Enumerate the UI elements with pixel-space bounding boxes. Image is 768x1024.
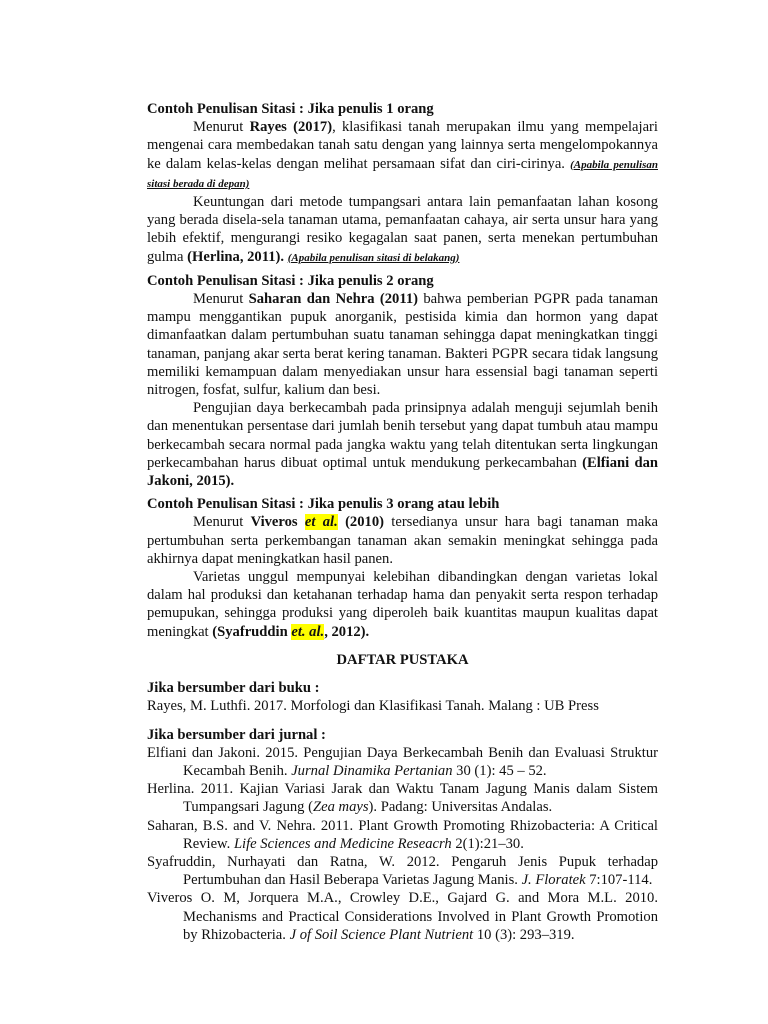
citation-year: , 2012). [324, 623, 370, 640]
reference-journal-3 [147, 817, 658, 853]
text: Syafruddin, Nurhayati dan Ratna, W. 2012. Pengaruh Jenis Pupuk terhadap Pertumbuhan dan Hasil Beberapa Varietas Jagung Manis. [147, 853, 658, 889]
reference-journal-5 [147, 889, 658, 944]
citation [212, 624, 369, 640]
journal-source-heading: Jika bersumber dari jurnal : [147, 726, 326, 743]
citation [251, 514, 384, 530]
text: 7:107-114. [585, 872, 653, 889]
paragraph-2-2 [147, 399, 658, 490]
paragraph-2-1 [147, 290, 658, 399]
citation-year: (2010) [337, 514, 384, 531]
citation: Rayes (2017) [249, 119, 333, 136]
journal-name: J of Soil Science Plant Nutrient [289, 926, 474, 943]
section-heading-3: Contoh Penulisan Sitasi : Jika penulis 3 orang atau lebih [147, 496, 500, 513]
text: Saharan, B.S. and V. Nehra. 2011. Plant Growth Promoting Rhizobacteria: A Critical Review. [147, 817, 658, 852]
text: Herlina. 2011. Kajian Variasi Jarak dan Waktu Tanam Jagung Manis dalam Sistem Tumpangsari Jagung ( [147, 781, 658, 816]
text: Viveros O. M, Jorquera M.A., Crowley D.E., Gajard G. and Mora M.L. 2010. Mechanisms and Practical Considerations Involved in Plant Growth Promotion by Rhizobacteria. [147, 890, 658, 943]
journal-name: Jurnal Dinamika Pertanian [291, 762, 453, 779]
journal-name: J. Floratek [521, 872, 586, 889]
text: Menurut [193, 514, 251, 531]
text: Pengujian daya berkecambah pada prinsipnya adalah menguji sejumlah benih dan menentukan persentase dari jumlah benih tersebut yang dapat tumbuh atau mampu berkecambah secara normal pada jangka waktu yang telah ditentukan serta lingkungan perkecambahan harus dibuat optimal untuk mendukung perkecambahan [147, 400, 658, 471]
text: Varietas unggul mempunyai kelebihan dibandingkan dengan varietas lokal dalam hal produksi dan ketahanan terhadap hama dan penyakit serta respon terhadap pemupukan, sehingga produksi yang diperoleh baik kuantitas maupun kualitas dapat meningkat [147, 569, 658, 640]
citation-note: (Apabila penulisan sitasi di belakang) [287, 251, 460, 264]
text: 2(1):21–30. [451, 835, 524, 852]
citation: (Elfiani dan Jakoni, 2015). [147, 454, 658, 490]
citation-name: Viveros [250, 514, 298, 531]
text: 30 (1): 45 – 52. [452, 762, 547, 779]
section-heading-1: Contoh Penulisan Sitasi : Jika penulis 1 orang [147, 101, 434, 117]
reference-book: Rayes, M. Luthfi. 2017. Morfologi dan Klasifikasi Tanah. Malang : UB Press [147, 698, 599, 715]
text: Keuntungan dari metode tumpangsari antara lain pemanfaatan lahan kosong yang berada disela-sela tanaman utama, pemanfaatan cahaya, air serta unsur hara yang lebih efektif, mengurangi resiko kegagalan saat panen, serta menekan pertumbuhan gulma [147, 194, 658, 265]
journal-name: Life Sciences and Medicine Reseacrh [233, 835, 452, 852]
species-name: Zea mays [313, 799, 369, 816]
citation-name: (Syafruddin [212, 623, 292, 640]
text: , klasifikasi tanah merupakan ilmu yang mempelajari mengenai cara membedakan tanah satu dengan yang lainnya serta mengelompokannya ke dalam kelas-kelas dengan melihat persamaan sifat dan ciri-cirinya. [147, 119, 658, 172]
text: tersedianya unsur hara bagi tanaman maka pertumbuhan serta perkembangan tanaman akan semakin meningkat sehingga pada akhirnya dapat meningkatkan hasil panen. [147, 514, 658, 567]
paragraph-3-2 [147, 568, 658, 641]
paragraph-3-1 [147, 513, 658, 568]
text: Elfiani dan Jakoni. 2015. Pengujian Daya Berkecambah Benih dan Evaluasi Struktur Kecambah Benih. [147, 744, 658, 779]
text: Menurut [193, 291, 249, 308]
reference-journal-4 [147, 853, 658, 889]
text: Menurut [193, 119, 250, 136]
reference-journal-1 [147, 744, 658, 780]
bibliography-title: DAFTAR PUSTAKA [336, 651, 469, 668]
paragraph-1-2 [147, 193, 658, 267]
text: bahwa pemberian PGPR pada tanaman mampu menggantikan pupuk anorganik, pestisida kimia dan hormon yang dapat dimanfaatkan dalam pertumbuhan suatu tanaman sehingga dapat meningkatkan tinggi tanaman, panjang akar serta berat kering tanaman. Bakteri PGPR secara tidak langsung memiliki kemampuan dalam menyediakan unsur hara essensial bagi tanaman seperti nitrogen, fosfat, sulfur, kalium dan besi. [147, 291, 658, 399]
section-heading-2: Contoh Penulisan Sitasi : Jika penulis 2 orang [147, 272, 434, 289]
citation-note: (Apabila penulisan sitasi berada di depan) [147, 158, 658, 190]
highlight-et-al: et al. [304, 514, 338, 531]
citation: (Herlina, 2011). [187, 248, 285, 265]
paragraph-1-1 [147, 118, 658, 193]
reference-journal-2 [147, 780, 658, 816]
highlight-et-al: et. al. [291, 623, 325, 640]
citation: Saharan dan Nehra (2011) [248, 291, 418, 308]
text: ). Padang: Universitas Andalas. [368, 799, 553, 816]
text: 10 (3): 293–319. [473, 926, 575, 943]
book-source-heading: Jika bersumber dari buku : [147, 680, 320, 697]
